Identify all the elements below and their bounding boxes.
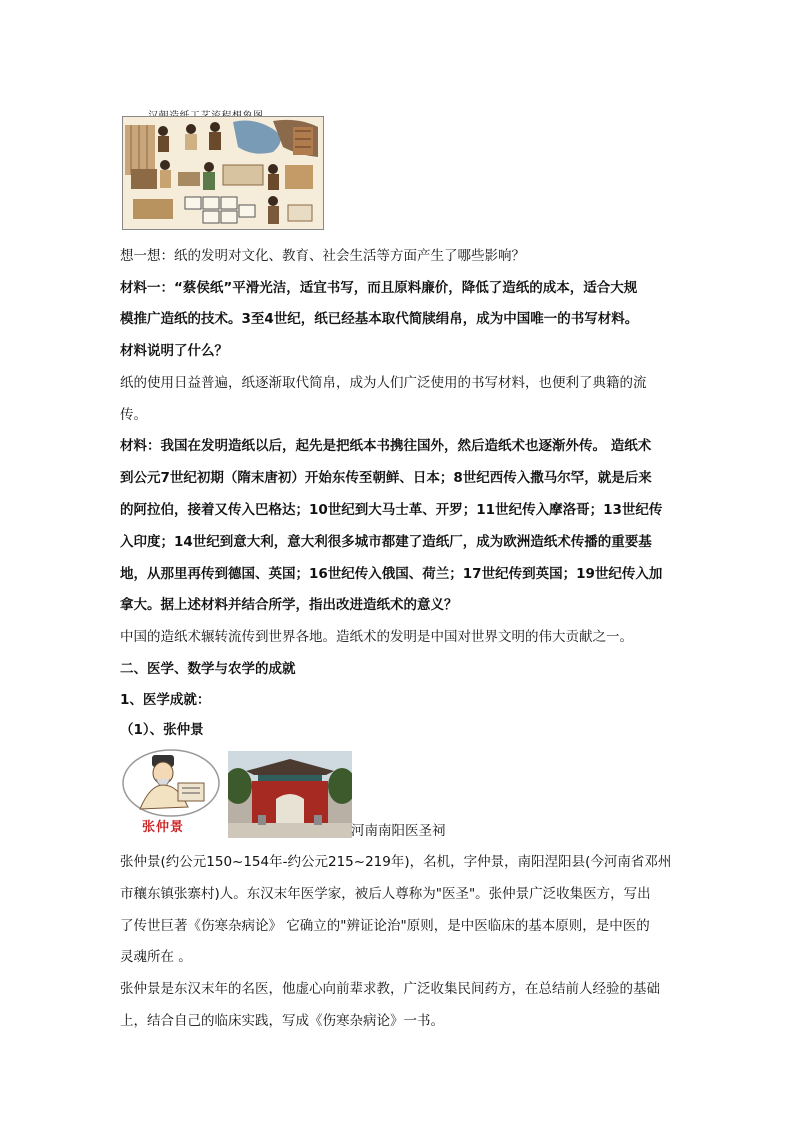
paragraph-line: 张仲景是东汉末年的名医，他虚心向前辈求教，广泛收集民间药方，在总结前人经验的基础 [120,981,660,997]
paragraph-line: 灵魂所在 。 [120,949,192,965]
section-heading: 二、医学、数学与农学的成就 [120,661,296,677]
material-one-line: 材料一：“蔡侯纸”平滑光洁，适宜书写，而且原料廉价，降低了造纸的成本，适合大规 [120,280,638,296]
question-line: 想一想：纸的发明对文化、教育、社会生活等方面产生了哪些影响？ [120,248,525,264]
subsection-heading: 1、医学成就： [120,692,211,708]
papermaking-illustration [122,116,324,230]
material-line: 拿大。据上述材料并结合所学，指出改进造纸术的意义？ [120,597,458,613]
material-one-line: 模推广造纸的技术。3至4世纪，纸已经基本取代简牍绢帛，成为中国唯一的书写材料。 [120,311,639,327]
subsection-heading: （1）、张仲景 [120,722,204,738]
material-line: 地，从那里再传到德国、英国；16世纪传入俄国、荷兰；17世纪传到英国；19世纪传入加 [120,566,663,582]
zhang-zhongjing-portrait [120,747,222,837]
answer-line: 传。 [120,407,147,423]
paragraph-line: 张仲景(约公元150~154年-约公元215~219年)，名机，字仲景，南阳涅阳县(今河南省邓州 [120,854,672,870]
figure-caption: 河南南阳医圣祠 [351,823,446,839]
answer-line: 中国的造纸术辗转流传到世界各地。造纸术的发明是中国对世界文明的伟大贡献之一。 [120,629,633,645]
portrait-name-label: 张仲景 [142,820,185,835]
material-line: 的阿拉伯，接着又传入巴格达；10世纪到大马士革、开罗；11世纪传入摩洛哥；13世纪传 [120,502,663,518]
paragraph-line: 市穰东镇张寨村)人。东汉末年医学家，被后人尊称为"医圣"。张仲景广泛收集医方，写出 [120,886,651,902]
paragraph-line: 了传世巨著《伤寒杂病论》 它确立的"辨证论治"原则，是中医临床的基本原则，是中医的 [120,918,650,934]
question-line: 材料说明了什么？ [120,343,228,359]
yisheng-shrine-photo [228,751,352,838]
material-line: 到公元7世纪初期（隋末唐初）开始东传至朝鲜、日本；8世纪西传入撒马尔罕，就是后来 [120,470,652,486]
material-line: 材料：我国在发明造纸以后，起先是把纸本书携往国外，然后造纸术也逐渐外传。 造纸术 [120,438,652,454]
answer-line: 纸的使用日益普遍，纸逐渐取代简帛，成为人们广泛使用的书写材料，也便利了典籍的流 [120,375,647,391]
material-line: 入印度；14世纪到意大利，意大利很多城市都建了造纸厂，成为欧洲造纸术传播的重要基 [120,534,652,550]
paragraph-line: 上，结合自己的临床实践，写成《伤寒杂病论》一书。 [120,1013,444,1029]
